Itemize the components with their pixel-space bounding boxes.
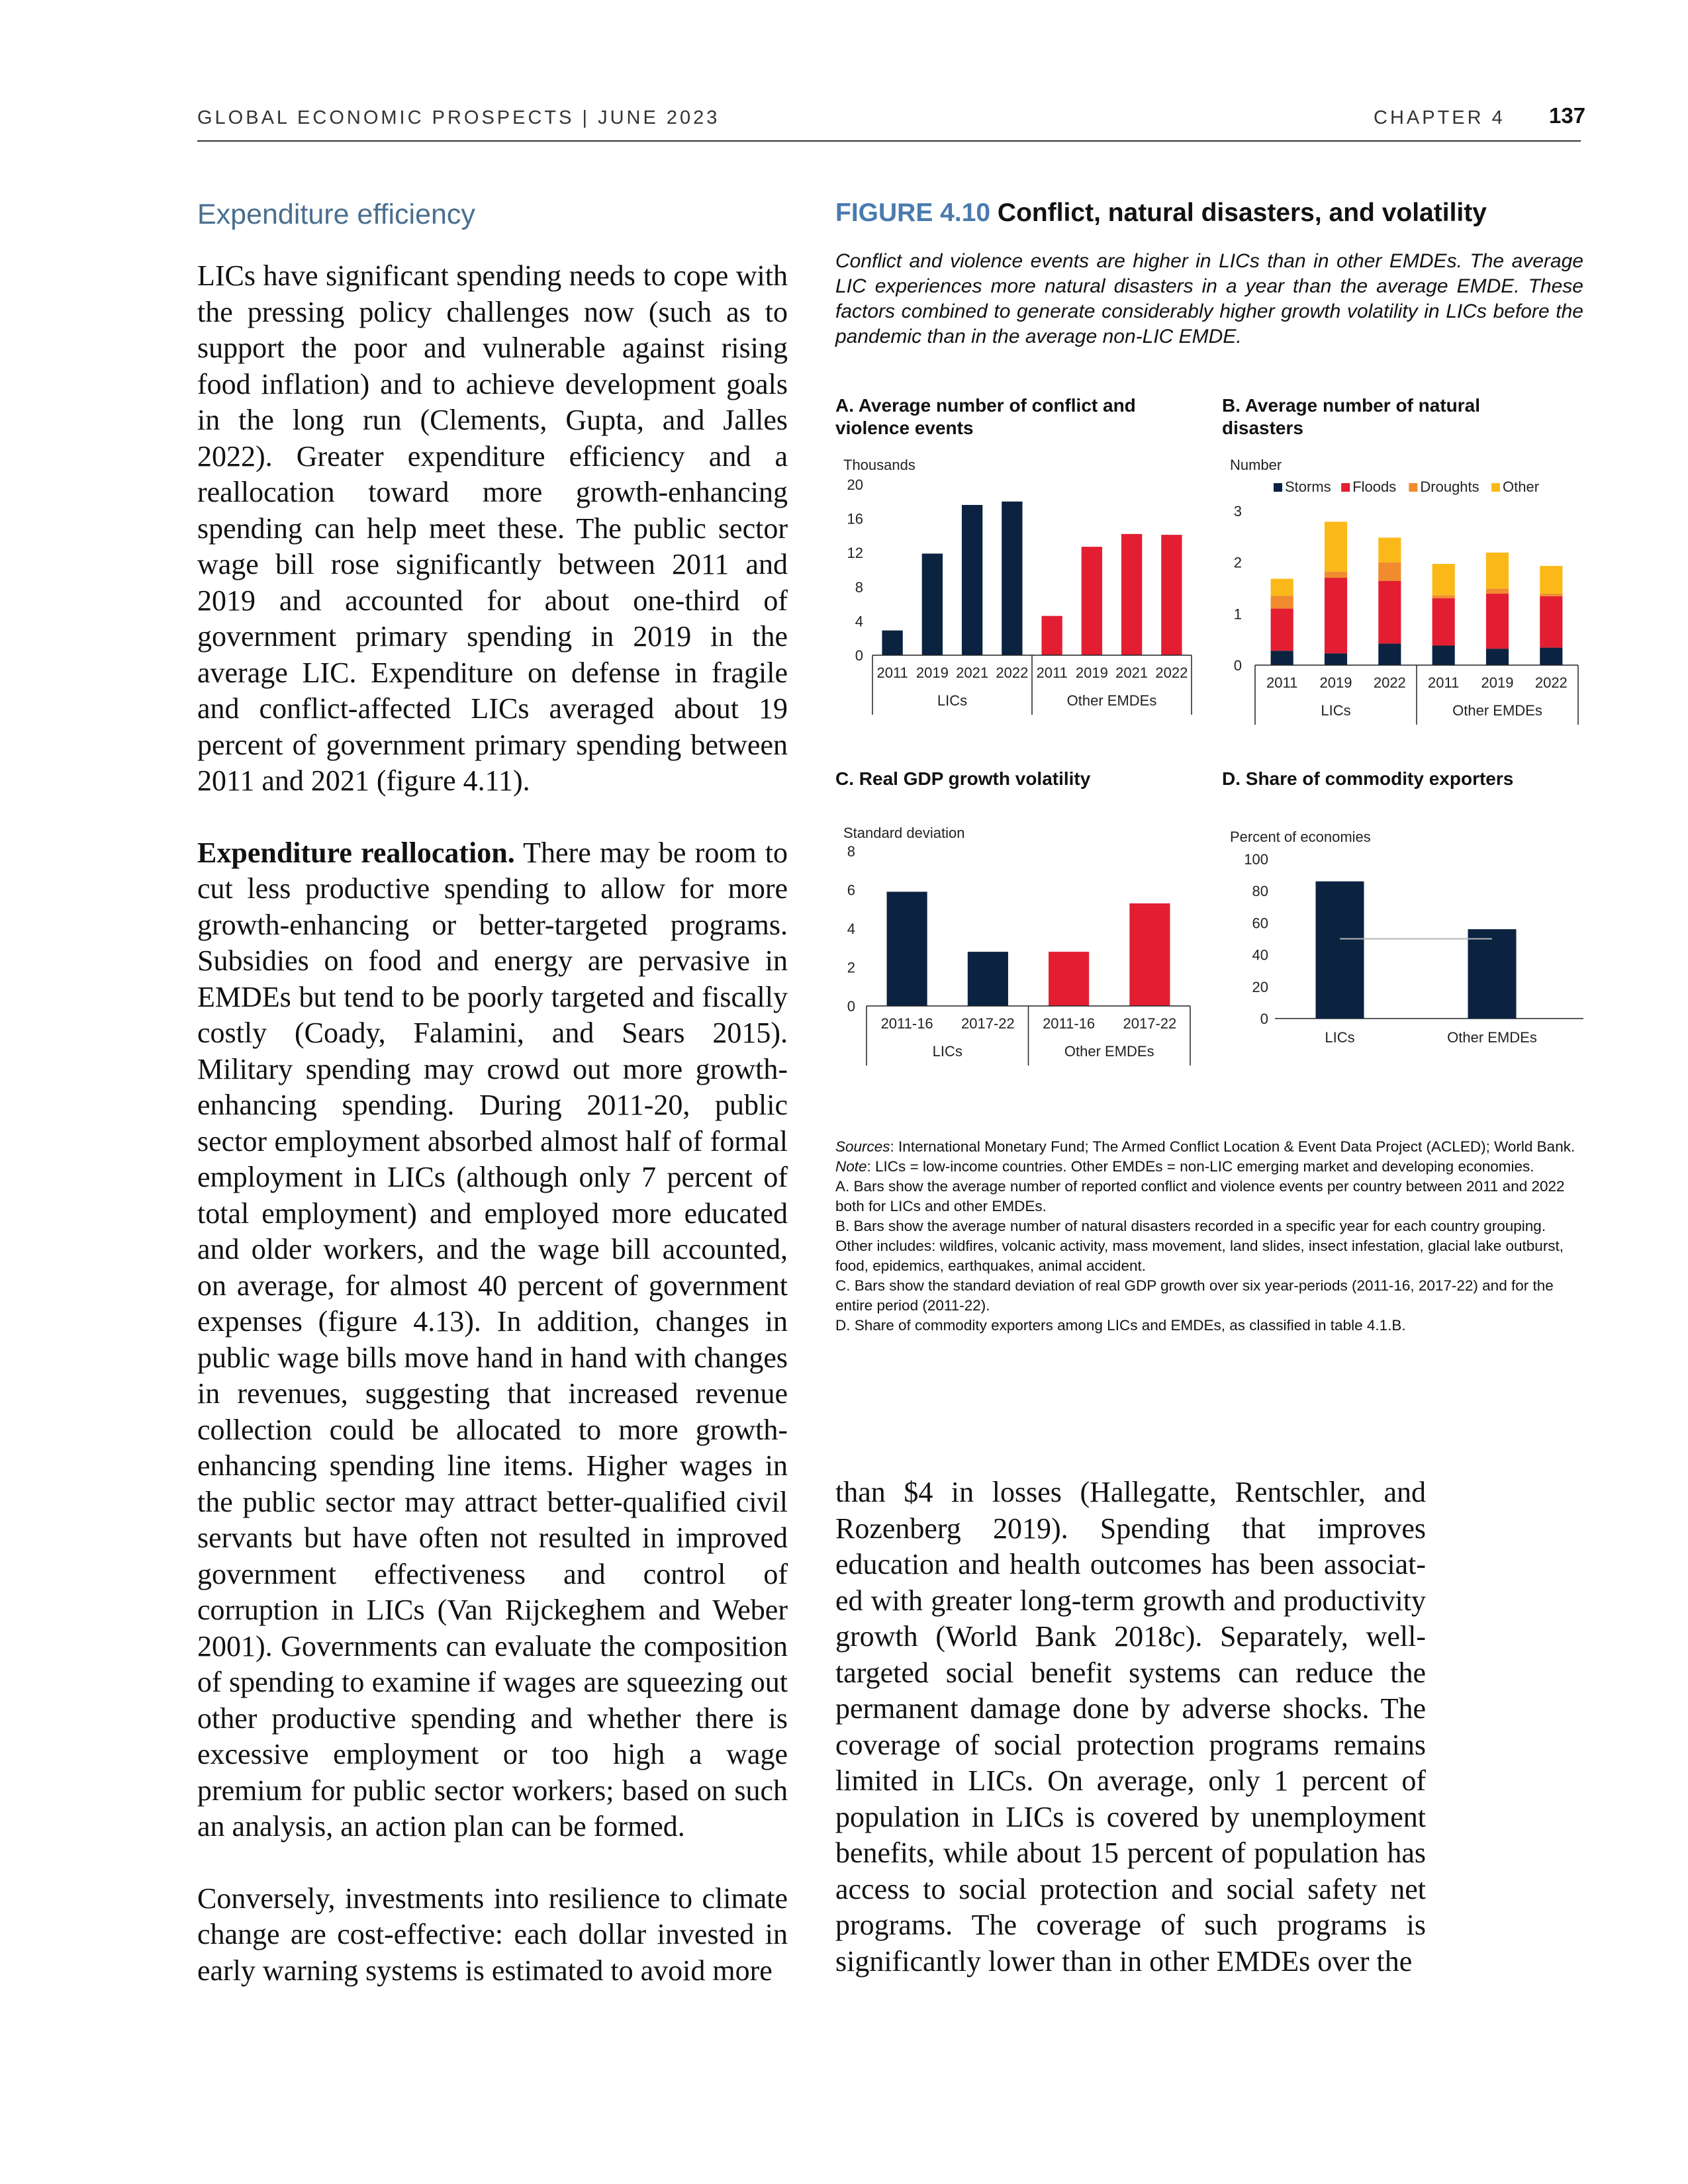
y-tick-label: 0 — [1233, 657, 1242, 674]
sources-text: : International Monetary Fund; The Armed Conflict Location & Event Data Project (ACLED); World Bank. — [890, 1138, 1575, 1155]
bar-segment-storms — [1378, 643, 1401, 665]
y-tick-label: 8 — [847, 843, 855, 860]
paragraph-expenditure-efficiency: LICs have significant spending needs to cope with the pressing policy challenges now (such as to support the poor and vulnerable against rising food inflation) and to achieve development goals in the long run (Clements, Gupta, and Jalles 2022). Greater expenditure efficiency and a reallocation toward more growth-enhancing spending can help meet these. The public sector wage bill rose significantly between 2011 and 2019 and accounted for about one-third of government primary spending in 2019 in the average LIC. Expenditure on defense in fragile and conflict-affected LICs averaged about 19 percent of government primary spending between 2011 and 2021 (figure 4.11). — [197, 259, 788, 797]
x-tick-label: 2017-22 — [1123, 1015, 1177, 1032]
y-axis-unit-label: Percent of economies — [1230, 829, 1371, 845]
y-tick-label: 2 — [1233, 554, 1242, 571]
header-rule — [197, 140, 1581, 142]
bar-segment-storms — [1486, 649, 1509, 665]
bar-segment-other — [1540, 566, 1562, 594]
chapter-label: CHAPTER 4 — [1374, 107, 1505, 128]
x-tick-label: 2022 — [996, 664, 1029, 681]
panel-b-title: B. Average number of natural disasters — [1222, 395, 1481, 438]
bar-segment-droughts — [1271, 596, 1293, 608]
figure-title — [835, 199, 1487, 228]
y-axis-unit-label: Number — [1230, 457, 1282, 473]
x-tick-label: 2019 — [1075, 664, 1108, 681]
bar-segment-floods — [1486, 594, 1509, 649]
x-group-label: LICs — [932, 1043, 962, 1060]
bar — [1121, 534, 1142, 655]
bar-segment-storms — [1325, 653, 1347, 665]
bar-segment-droughts — [1486, 588, 1509, 594]
paragraph-climate-resilience: Conversely, investments into resilience to climate change are cost-effective: each dollar invested in early warning systems is estimated to avoid more — [197, 1882, 788, 1987]
bar-segment-droughts — [1325, 572, 1347, 578]
y-tick-label: 4 — [855, 613, 863, 630]
bar-segment-droughts — [1540, 594, 1562, 596]
bar-segment-floods — [1378, 581, 1401, 644]
bar — [962, 505, 982, 655]
panel-c-title: C. Real GDP growth volatility — [835, 768, 1091, 789]
x-tick-label: Other EMDEs — [1447, 1029, 1537, 1046]
x-group-label: Other EMDEs — [1452, 702, 1542, 719]
y-tick-label: 0 — [1260, 1011, 1268, 1027]
y-tick-label: 0 — [855, 647, 863, 664]
bar — [1002, 502, 1022, 655]
bar — [1468, 929, 1517, 1019]
figure-subtitle: Conflict and violence events are higher in LICs than in other EMDEs. The average LIC experiences more natural disasters in a year than the average EMDE. These factors combined to generate considerably higher growth volatility in LICs before the pandemic than in the average non-LIC EMDE. — [835, 250, 1583, 347]
x-tick-label: 2022 — [1534, 674, 1568, 691]
x-tick-label: 2021 — [1115, 664, 1149, 681]
chart-c-gdp-volatility — [835, 821, 1206, 1085]
bar — [1129, 903, 1170, 1006]
x-tick-label: 2021 — [956, 664, 989, 681]
note-label: Note — [835, 1158, 867, 1175]
x-tick-label: 2011-16 — [1043, 1015, 1096, 1032]
bar-segment-other — [1378, 537, 1401, 562]
panel-a-title: A. Average number of conflict and violence events — [835, 395, 1136, 438]
x-tick-label: 2011 — [1036, 664, 1068, 681]
paragraph-expenditure-reallocation — [197, 835, 788, 1845]
bar — [968, 952, 1008, 1006]
y-tick-label: 4 — [847, 921, 855, 937]
chart-b-natural-disasters — [1222, 450, 1593, 728]
y-axis-unit-label: Standard deviation — [843, 825, 965, 841]
bar-segment-other — [1271, 579, 1293, 596]
note-panel-a: A. Bars show the average number of reported conflict and violence events per country between 2011 and 2022 both for LICs and other EMDEs. — [835, 1178, 1565, 1214]
bar-segment-floods — [1271, 609, 1293, 651]
x-group-label: LICs — [937, 692, 968, 709]
bar-segment-floods — [1540, 596, 1562, 648]
y-tick-label: 6 — [847, 882, 855, 899]
x-tick-label: 2011-16 — [880, 1015, 933, 1032]
x-group-label: Other EMDEs — [1066, 692, 1157, 709]
x-tick-label: LICs — [1325, 1029, 1355, 1046]
note-text: : LICs = low-income countries. Other EMDEs = non-LIC emerging market and developing economies. — [867, 1158, 1534, 1175]
legend-label-floods: Floods — [1352, 478, 1397, 495]
bar — [1316, 882, 1364, 1019]
chart-a-conflict-events — [835, 450, 1206, 728]
y-tick-label: 60 — [1252, 915, 1268, 932]
sources-label: Sources — [835, 1138, 890, 1155]
legend-swatch-droughts — [1409, 483, 1417, 492]
x-tick-label: 2017-22 — [961, 1015, 1015, 1032]
panel-d-title: D. Share of commodity exporters — [1222, 768, 1514, 789]
run-in-heading: Expenditure reallocation. — [197, 836, 515, 869]
bar — [1161, 535, 1182, 655]
sources-note — [835, 1137, 1583, 1157]
bar-segment-storms — [1432, 645, 1455, 665]
figure-notes — [835, 1137, 1583, 1336]
bar-segment-other — [1486, 553, 1509, 588]
legend-swatch-floods — [1341, 483, 1350, 492]
y-tick-label: 40 — [1252, 946, 1268, 964]
y-tick-label: 80 — [1252, 883, 1268, 900]
left-column-body — [197, 258, 788, 2025]
bar — [1041, 616, 1062, 655]
y-tick-label: 20 — [1252, 978, 1268, 995]
section-title: Expenditure efficiency — [197, 199, 475, 230]
bar — [887, 891, 927, 1006]
legend-swatch-storms — [1274, 483, 1282, 492]
paragraph-continued: than $4 in losses (Hallegatte, Rentschler, and Rozenberg 2019). Spending that improves education and health outcomes has been associated with greater long-term growth and productivity growth (World Bank 2018c). Separately, well-targeted social benefit systems can reduce the permanent damage done by adverse shocks. The coverage of social protection programs remains limited in LICs. On average, only 1 percent of population in LICs is covered by unemployment benefits, while about 15 percent of population has access to social protection and social safety net programs. The coverage of such programs is significantly lower than in other EMDEs over the — [835, 1476, 1426, 1978]
x-tick-label: 2011 — [1428, 674, 1460, 691]
y-tick-label: 100 — [1244, 851, 1268, 868]
paragraph-text: There may be room to cut less productive spending to allow for more growth-enhancing or better-targeted programs. Subsidies on food and energy are pervasive in EMDEs but tend to be poorly targeted and fiscally costly (Coady, Falamini, and Sears 2015). Military spending may crowd out more growth-enhancing spending. During 2011-20, public sector employment absorbed almost half of formal employment in LICs (although only 7 percent of total employment) and employed more educated and older workers, and the wage bill accounted, on average, for almost 40 percent of government expenses (figure 4.13). In addition, changes in public wage bills move hand in hand with changes in revenues, suggesting that increased revenue collection could be allocated to more growth-enhancing spending line items. Higher wages in the public sector may attract better-qualified civil servants but have often not resulted in improved government effectiveness and control of corruption in LICs (Van Rijckeghem and Weber 2001). Governments can evaluate the composition of spending to examine if wages are squeezing out other productive spending and whether there is excessive employment or too high a wage premium for public sector workers; based on such an analysis, an action plan can be formed. — [197, 836, 788, 1843]
bar-segment-droughts — [1432, 595, 1455, 598]
figure-number: FIGURE 4.10 — [835, 199, 991, 227]
note-panel-c: C. Bars show the standard deviation of real GDP growth over six year-periods (2011-16, 2017-22) and for the entire period (2011-22). — [835, 1277, 1554, 1314]
y-axis-unit-label: Thousands — [843, 457, 915, 473]
note-panel-d: D. Share of commodity exporters among LICs and EMDEs, as classified in table 4.1.B. — [835, 1317, 1406, 1334]
x-tick-label: 2011 — [876, 664, 908, 681]
bar-segment-other — [1325, 522, 1347, 571]
legend-label-other: Other — [1503, 478, 1540, 495]
bar-segment-storms — [1540, 648, 1562, 665]
bar-segment-floods — [1325, 578, 1347, 653]
y-tick-label: 20 — [847, 477, 863, 493]
bar-segment-storms — [1271, 651, 1293, 665]
legend-swatch-other — [1491, 483, 1500, 492]
note-definitions — [835, 1157, 1583, 1177]
bar — [1082, 547, 1102, 655]
figure-title-text: Conflict, natural disasters, and volatility — [997, 199, 1487, 227]
bar-segment-floods — [1432, 598, 1455, 645]
y-tick-label: 0 — [847, 998, 855, 1015]
x-tick-label: 2022 — [1373, 674, 1406, 691]
page-number: 137 — [1549, 103, 1586, 128]
y-tick-label: 12 — [847, 545, 863, 562]
y-tick-label: 2 — [847, 959, 855, 976]
y-tick-label: 8 — [855, 578, 863, 596]
bar — [882, 631, 902, 655]
right-column-body — [835, 1475, 1426, 2015]
legend-label-droughts: Droughts — [1420, 478, 1479, 495]
chart-d-commodity-exporters — [1222, 821, 1593, 1085]
x-group-label: LICs — [1321, 702, 1351, 719]
x-tick-label: 2019 — [1481, 674, 1514, 691]
bar — [922, 553, 943, 655]
y-tick-label: 16 — [847, 510, 863, 527]
x-tick-label: 2011 — [1266, 674, 1298, 691]
bar-segment-droughts — [1378, 563, 1401, 581]
legend-label-storms: Storms — [1285, 478, 1331, 495]
y-tick-label: 1 — [1233, 606, 1242, 623]
x-tick-label: 2022 — [1155, 664, 1188, 681]
x-tick-label: 2019 — [915, 664, 949, 681]
x-tick-label: 2019 — [1319, 674, 1352, 691]
y-tick-label: 3 — [1233, 503, 1242, 520]
note-panel-b: B. Bars show the average number of natural disasters recorded in a specific year for each country grouping. Other includes: wildfires, volcanic activity, mass movement, land slides, insect infestation, glacial lake outburst, food, epidemics, earthquakes, animal accident. — [835, 1218, 1564, 1274]
x-group-label: Other EMDEs — [1064, 1043, 1154, 1060]
bar — [1049, 952, 1089, 1006]
bar-segment-other — [1432, 564, 1455, 595]
running-header-title: GLOBAL ECONOMIC PROSPECTS | JUNE 2023 — [197, 107, 720, 128]
